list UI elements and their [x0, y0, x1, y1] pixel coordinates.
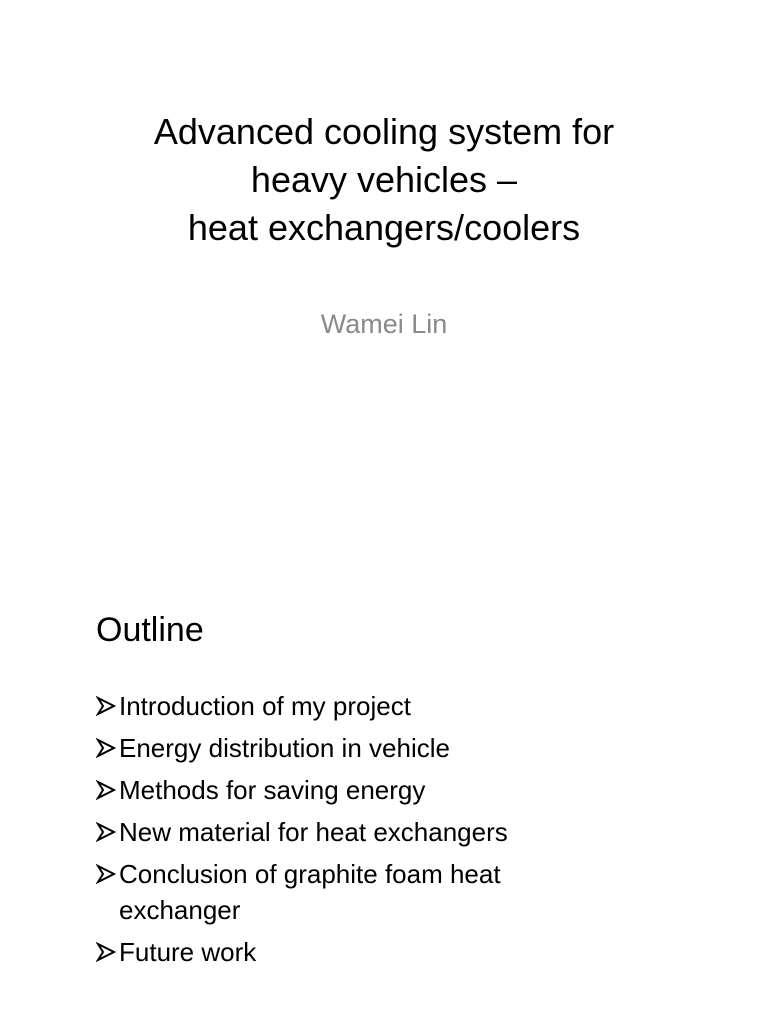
outline-list: [96, 688, 696, 976]
list-item: [96, 856, 696, 928]
outline-heading: Outline: [96, 611, 204, 649]
slide-title-line-2: heavy vehicles –: [250, 159, 518, 200]
list-item-text: Energy distribution in vehicle: [119, 733, 450, 763]
slide-title-line-1: Advanced cooling system for: [153, 111, 615, 152]
arrowhead-bullet-icon: [96, 934, 119, 970]
arrowhead-bullet-icon: [96, 814, 119, 850]
list-item-text: Methods for saving energy: [119, 775, 426, 805]
list-item-text: Introduction of my project: [119, 691, 411, 721]
slide-title-line-3: heat exchangers/coolers: [187, 207, 581, 248]
arrowhead-bullet-icon: [96, 772, 119, 808]
arrowhead-bullet-icon: [96, 730, 119, 766]
list-item-text: Future work: [119, 937, 257, 967]
list-item: [96, 934, 696, 970]
list-item: [96, 730, 696, 766]
list-item-text: New material for heat exchangers: [119, 817, 508, 847]
slide-title: [0, 108, 768, 252]
outline-slide: [0, 512, 768, 1024]
arrowhead-bullet-icon: [96, 688, 119, 724]
list-item: [96, 772, 696, 808]
author-name: Wamei Lin: [320, 309, 448, 339]
list-item: [96, 688, 696, 724]
list-item-text: Conclusion of graphite foam heat exchanger: [119, 859, 501, 925]
arrowhead-bullet-icon: [96, 856, 119, 892]
list-item: [96, 814, 696, 850]
